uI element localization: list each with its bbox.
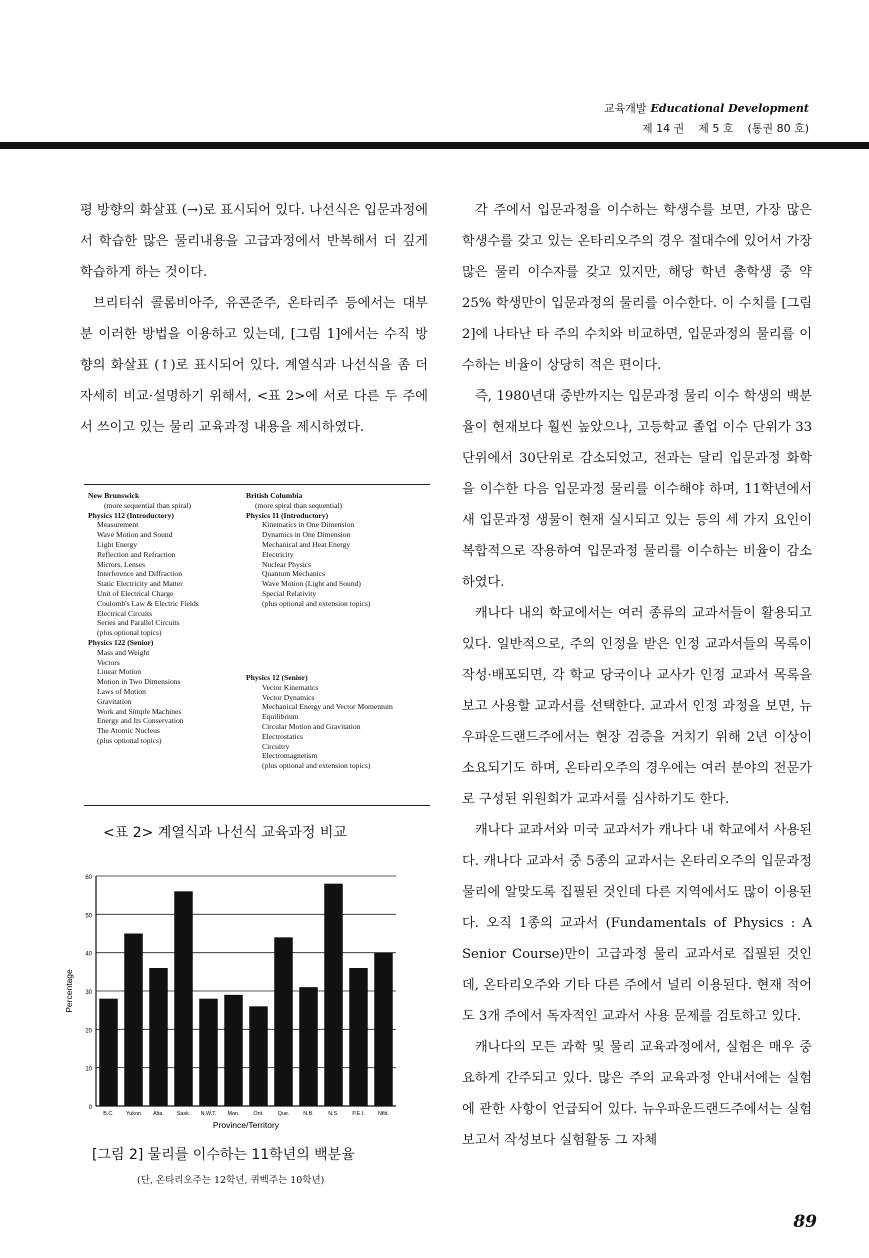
paragraph: 각 주에서 입문과정을 이수하는 학생수를 보면, 가장 많은 학생수를 갖고 있는 온타리오주의 경우 절대수에 있어서 가장 많은 물리 이수자를 갖고 있지만, 해당 학년 총학생 중 약 25% 학생만이 입문과정의 물리를 이수한다. 이 수치를 [그림 2]에 나타난 타 주의 수치와 비교하면, 입문과정의 물리를 이수하는 비율이 상당히 적은 편이다.: [462, 203, 812, 373]
x-axis-label: Province/Territory: [212, 1120, 280, 1130]
right-column-text: [462, 195, 812, 1156]
bar-nb: [299, 987, 318, 1106]
y-tick-label: 30: [85, 990, 92, 996]
table-column-british-columbia: [246, 491, 430, 609]
paragraph: 브리티쉬 콜롬비아주, 유콘준주, 온타리주 등에서는 대부분 이러한 방법을 이용하고 있는데, [그림 1]에서는 수직 방향의 화살표 (↑)로 표시되어 있다. 계열식과 나선식을 좀 더 자세히 비교·설명하기 위해서, <표 2>에 서로 다른 두 주에서 쓰이고 있는 물리 교육과정 내용을 제시하였다.: [80, 296, 428, 435]
table-line: Interference and Diffraction: [97, 569, 183, 579]
table-line: Energy and Its Conservation: [97, 716, 184, 726]
table-line: Gravitation: [97, 696, 132, 706]
table-line: Reflection and Refraction: [97, 549, 176, 559]
bar-alta: [149, 968, 168, 1106]
enrollment-bar-chart: [60, 864, 430, 1134]
table-line: Wave Motion and Sound: [97, 530, 173, 540]
x-tick-label: Sask.: [176, 1111, 191, 1117]
table-column-new-brunswick: [88, 491, 248, 746]
table-line: (more sequential than spiral): [104, 500, 192, 510]
table-line: Vector Kinematics: [262, 682, 319, 692]
table-line: Measurement: [97, 520, 139, 530]
bar-nfld: [374, 953, 393, 1106]
x-tick-label: N.W.T.: [200, 1111, 217, 1117]
y-tick-label: 50: [85, 913, 92, 920]
table-line: Series and Parallel Circuits: [97, 618, 180, 628]
table-line: Quantum Mechanics: [262, 569, 326, 579]
x-tick-label: Alta.: [153, 1111, 164, 1117]
table-line: (plus optional and extension topics): [262, 598, 371, 608]
paragraph: 즉, 1980년대 중반까지는 입문과정 물리 이수 학생의 백분율이 현재보다 훨씬 높았으나, 고등학교 졸업 이수 단위가 33단위에서 30단위로 감소되었고, 전과는 달리 입문과정 화학을 이수한 다음 입문과정 물리를 이수해야 하며, 11학년에서 새 입문과정 생물이 현재 실시되고 있는 등의 세 가지 요인이 복합적으로 작용하여 입문과정 물리를 이수하는 비율이 감소하였다.: [462, 389, 812, 590]
bar-pei: [349, 968, 368, 1106]
bar-que: [274, 937, 293, 1106]
table-line: Vectors: [97, 657, 120, 667]
issue-info: [628, 120, 809, 136]
table-line: Equilibrium: [262, 712, 299, 722]
paragraph: 평 방향의 화살표 (→)로 표시되어 있다. 나선식은 입문과정에서 학습한 많은 물리내용을 고급과정에서 반복해서 더 깊게 학습하게 하는 것이다.: [80, 203, 428, 280]
table-line: Motion in Two Dimensions: [97, 677, 181, 687]
table-line: (plus optional and extension topics): [262, 761, 371, 771]
bar-man: [224, 995, 243, 1106]
table-line: Circular Motion and Gravitation: [262, 721, 361, 731]
bar-ont: [249, 1006, 268, 1106]
x-tick-label: N.B.: [303, 1111, 314, 1117]
table-line: New Brunswick: [88, 491, 140, 500]
table-line: Work and Simple Machines: [97, 706, 182, 716]
table-line: Vector Dynamics: [262, 692, 315, 702]
y-tick-label: 10: [85, 1066, 92, 1073]
table-line: Physics 12 (Senior): [246, 673, 308, 682]
table-line: Physics 122 (Senior): [88, 637, 154, 647]
x-tick-label: Que.: [277, 1111, 290, 1117]
table-line: Electrostatics: [262, 731, 303, 741]
header-rule: [0, 142, 869, 149]
x-tick-label: Man.: [227, 1111, 240, 1117]
table-line: Electrical Circuits: [97, 608, 153, 618]
bar-nwt: [199, 999, 218, 1106]
paragraph: 캐나다의 모든 과학 및 물리 교육과정에서, 실험은 매우 중요하게 간주되고 있다. 많은 주의 교육과정 안내서에는 실험에 관한 사항이 언급되어 있다. 뉴우파운드랜드주에서는 실험보고서 작성보다 실험활동 그 자체: [462, 1040, 812, 1148]
table-line: Unit of Electrical Charge: [97, 588, 174, 598]
journal-title-en: Educational Development: [650, 102, 809, 115]
table-line: Circuitry: [262, 741, 290, 751]
chart-canvas: [60, 864, 430, 1134]
table-line: Nuclear Physics: [262, 559, 312, 569]
table-line: Coulomb's Law & Electric Fields: [97, 598, 199, 608]
y-axis-label: Percentage: [64, 969, 74, 1013]
page-header: [0, 0, 869, 150]
x-tick-label: N.S.: [328, 1111, 339, 1117]
table-line: Linear Motion: [97, 667, 142, 677]
table-line: Electricity: [262, 549, 294, 559]
journal-title: [604, 100, 809, 116]
paragraph: 캐나다 내의 학교에서는 여러 종류의 교과서들이 활용되고 있다. 일반적으로, 주의 인정을 받은 인정 교과서들의 목록이 작성·배포되면, 각 학교 당국이나 교사가 인정 교과서 목록을 보고 사용할 교과서를 선택한다. 교과서 인정 과정을 보면, 뉴우파운드랜드주에서는 현장 검증을 거치기 위해 2년 이상이 소요되기도 하며, 온타리오주의 경우에는 여러 분야의 전문가로 구성된 위원회가 교과서를 심사하기도 한다.: [462, 606, 812, 807]
table-line: Physics 11 (Introductory): [246, 510, 329, 520]
figure-caption: [그림 2] 물리를 이수하는 11학년의 백분율: [92, 1147, 355, 1163]
table-line: British Columbia: [246, 491, 303, 500]
table-line: Special Relativity: [262, 588, 317, 598]
table-line: Mechanical and Heat Energy: [262, 539, 351, 549]
bar-yukon: [124, 934, 143, 1107]
y-tick-label: 20: [85, 1028, 92, 1035]
bar-bc: [99, 999, 118, 1106]
left-column-text: [80, 195, 428, 443]
journal-title-ko: 교육개발: [604, 102, 647, 115]
table-column-bc-senior: [246, 673, 430, 771]
volume: 제 14 권: [642, 122, 685, 135]
y-tick-label: 40: [85, 951, 92, 958]
table-line: Light Energy: [97, 539, 138, 549]
table-line: The Atomic Nucleus: [97, 726, 160, 736]
y-tick-label: 60: [85, 875, 92, 881]
table-line: (plus optional topics): [97, 735, 162, 745]
table-line: (plus optional topics): [97, 628, 162, 638]
table-caption: <표 2> 계열식과 나선식 교육과정 비교: [103, 825, 347, 841]
x-tick-label: Yukon: [126, 1111, 141, 1117]
page-number: 89: [793, 1212, 817, 1232]
table-line: Kinematics in One Dimension: [262, 520, 355, 530]
table-line: Mirrors, Lenses: [97, 559, 146, 569]
figure-note: (단, 온타리오주는 12학년, 퀴벡주는 10학년): [137, 1175, 325, 1186]
x-tick-label: Ont.: [253, 1111, 264, 1117]
table-line: Wave Motion (Light and Sound): [262, 579, 361, 589]
table-line: Mass and Weight: [97, 647, 150, 657]
x-tick-label: B.C.: [103, 1111, 114, 1117]
paragraph: 캐나다 교과서와 미국 교과서가 캐나다 내 학교에서 사용된다. 캐나다 교과서 중 5종의 교과서는 온타리오주의 입문과정 물리에 알맞도록 집필된 것인데 다른 지역에서도 많이 이용된다. 오직 1종의 교과서 (Fundamentals of Physics : A Senior Course)만이 고급과정 물리 교과서로 집필된 것인데, 온타리오주와 기타 다른 주에서 널리 이용된다. 현재 적어도 3개 주에서 독자적인 교과서 사용 문제를 검토하고 있다.: [462, 823, 812, 1024]
table-line: (more spiral than sequential): [255, 500, 343, 510]
y-tick-label: 0: [88, 1105, 92, 1111]
table-line: Dynamics in One Dimension: [262, 530, 351, 540]
table-line: Electromagnetism: [262, 751, 318, 761]
x-tick-label: P.E.I.: [352, 1111, 365, 1117]
bar-ns: [324, 884, 343, 1106]
bar-sask: [174, 891, 193, 1106]
table-line: Laws of Motion: [97, 686, 146, 696]
serial-number: (통권 80 호): [747, 122, 809, 135]
table-line: Static Electricity and Matter: [97, 579, 183, 589]
x-tick-label: Nfld.: [377, 1111, 390, 1117]
curriculum-comparison-table: [84, 484, 430, 806]
table-line: Physics 112 (Introductory): [88, 510, 174, 520]
table-line: Mechanical Energy and Vector Momentum: [262, 702, 393, 712]
issue: 제 5 호: [698, 122, 734, 135]
